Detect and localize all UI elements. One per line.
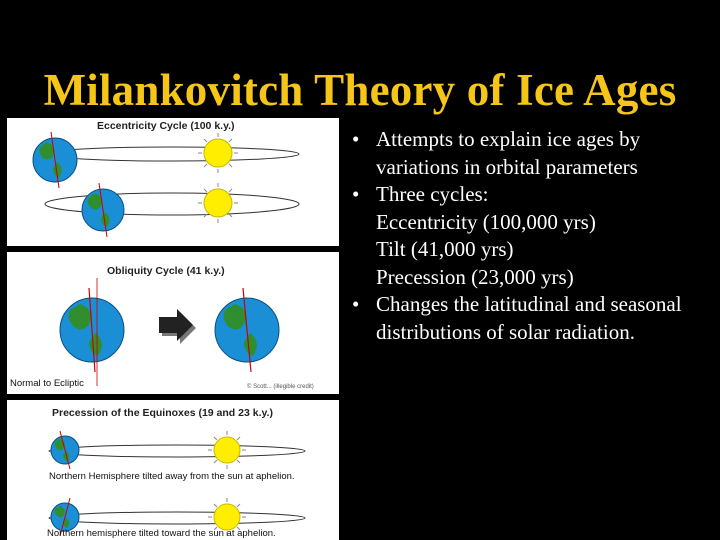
bullet-marker: • xyxy=(352,127,360,151)
eccentricity-diagram xyxy=(7,118,339,248)
bullet-text: Changes the latitudinal and seasonal distributions of solar radiation. xyxy=(376,292,682,344)
source-credit: © Scott... (illegible credit) xyxy=(247,384,314,390)
caption-tilted-away: Northern Hemisphere tilted away from the sun at aphelion. xyxy=(49,471,295,482)
normal-to-ecliptic-label: Normal to Ecliptic xyxy=(10,378,84,389)
bullet-item xyxy=(350,181,710,209)
bullet-text: Three cycles: xyxy=(376,182,489,206)
bullet-list xyxy=(350,126,710,346)
cycle-item: Eccentricity (100,000 yrs) xyxy=(376,209,596,234)
slide-title: Milankovitch Theory of Ice Ages xyxy=(43,65,677,115)
bullet-item xyxy=(350,126,710,181)
obliquity-label: Obliquity Cycle (41 k.y.) xyxy=(107,265,225,277)
sun-icon xyxy=(208,431,246,469)
earth-icon xyxy=(82,183,124,237)
cycle-item: Precession (23,000 yrs) xyxy=(376,264,574,289)
eccentricity-label: Eccentricity Cycle (100 k.y.) xyxy=(97,120,235,132)
sun-icon xyxy=(198,133,238,173)
bullet-marker: • xyxy=(352,292,360,316)
caption-tilted-toward: Northern hemisphere tilted toward the sun at aphelion. xyxy=(47,528,276,539)
panel-divider xyxy=(7,246,339,252)
orbit-ellipse-away xyxy=(49,445,305,457)
earth-icon xyxy=(215,288,279,372)
earth-icon xyxy=(33,132,77,188)
bullet-item xyxy=(350,291,710,346)
orbit-ellipse-eccentric xyxy=(45,147,299,161)
panel-divider xyxy=(7,394,339,400)
cycle-item: Tilt (41,000 yrs) xyxy=(376,237,514,261)
earth-icon xyxy=(60,288,124,372)
bullet-marker: • xyxy=(352,182,360,206)
orbit-ellipse-toward xyxy=(49,512,305,524)
sun-icon xyxy=(198,183,238,223)
right-arrow-icon xyxy=(159,309,196,344)
bullet-text: Attempts to explain ice ages by variations in orbital parameters xyxy=(376,127,641,179)
precession-label: Precession of the Equinoxes (19 and 23 k.y.) xyxy=(52,407,273,419)
milankovitch-figure xyxy=(7,118,339,540)
earth-icon xyxy=(51,431,79,469)
